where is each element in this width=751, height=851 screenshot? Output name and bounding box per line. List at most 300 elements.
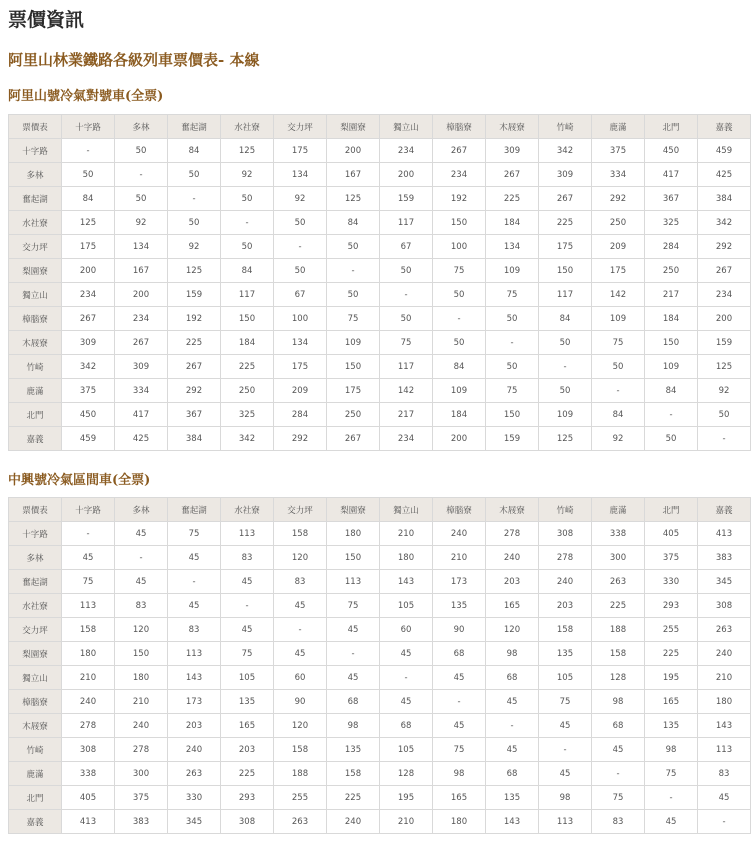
fare-cell: 293 xyxy=(221,786,274,810)
fare-cell: - xyxy=(486,714,539,738)
table-row xyxy=(9,259,751,283)
fare-cell: 117 xyxy=(380,211,433,235)
fare-cell: 45 xyxy=(486,738,539,762)
fare-cell: 203 xyxy=(168,714,221,738)
fare-cell: 325 xyxy=(221,403,274,427)
fare-cell: 234 xyxy=(115,307,168,331)
column-header: 木屐寮 xyxy=(486,115,539,139)
fare-cell: 278 xyxy=(539,546,592,570)
fare-cell: 292 xyxy=(168,379,221,403)
fare-cell: 450 xyxy=(645,139,698,163)
fare-cell: 75 xyxy=(592,786,645,810)
column-header: 十字路 xyxy=(62,115,115,139)
table-row xyxy=(9,762,751,786)
table-row xyxy=(9,618,751,642)
fare-cell: - xyxy=(327,642,380,666)
fare-cell: 217 xyxy=(380,403,433,427)
fare-cell: 159 xyxy=(168,283,221,307)
fare-cell: - xyxy=(592,762,645,786)
fare-cell: 167 xyxy=(115,259,168,283)
table-row xyxy=(9,139,751,163)
fare-cell: 240 xyxy=(486,546,539,570)
fare-cell: 292 xyxy=(274,427,327,451)
fare-cell: 175 xyxy=(274,355,327,379)
row-header: 十字路 xyxy=(9,522,62,546)
fare-cell: 292 xyxy=(592,187,645,211)
fare-cell: 83 xyxy=(698,762,751,786)
fare-cell: 375 xyxy=(62,379,115,403)
fare-cell: 225 xyxy=(539,211,592,235)
fare-cell: 250 xyxy=(221,379,274,403)
table-row xyxy=(9,403,751,427)
fare-cell: 135 xyxy=(645,714,698,738)
fare-cell: 75 xyxy=(327,307,380,331)
fare-cell: 60 xyxy=(274,666,327,690)
fare-cell: 45 xyxy=(221,570,274,594)
fare-cell: - xyxy=(433,690,486,714)
fare-cell: 135 xyxy=(539,642,592,666)
fare-table-chunghsing xyxy=(8,497,751,834)
fare-cell: 45 xyxy=(327,666,380,690)
fare-cell: 45 xyxy=(433,714,486,738)
fare-cell: 284 xyxy=(645,235,698,259)
page-title: 票價資訊 xyxy=(8,9,85,31)
fare-cell: 150 xyxy=(221,307,274,331)
fare-cell: 135 xyxy=(327,738,380,762)
fare-cell: 188 xyxy=(274,762,327,786)
table-row xyxy=(9,570,751,594)
fare-table-alishan-express xyxy=(8,114,751,451)
fare-cell: 75 xyxy=(486,283,539,307)
table-row xyxy=(9,810,751,834)
fare-cell: 203 xyxy=(539,594,592,618)
fare-cell: 125 xyxy=(539,427,592,451)
fare-cell: 135 xyxy=(221,690,274,714)
fare-cell: 50 xyxy=(115,187,168,211)
fare-cell: 375 xyxy=(645,546,698,570)
table-row xyxy=(9,594,751,618)
fare-cell: 142 xyxy=(380,379,433,403)
fare-cell: 210 xyxy=(380,810,433,834)
fare-cell: 83 xyxy=(168,618,221,642)
fare-cell: 134 xyxy=(486,235,539,259)
fare-cell: 195 xyxy=(380,786,433,810)
fare-cell: 342 xyxy=(698,211,751,235)
column-header: 樟腦寮 xyxy=(433,115,486,139)
fare-cell: 45 xyxy=(115,570,168,594)
fare-cell: 83 xyxy=(274,570,327,594)
fare-cell: 234 xyxy=(698,283,751,307)
fare-cell: 425 xyxy=(115,427,168,451)
fare-cell: 175 xyxy=(62,235,115,259)
fare-cell: 267 xyxy=(62,307,115,331)
fare-cell: 200 xyxy=(380,163,433,187)
fare-cell: - xyxy=(221,211,274,235)
column-header: 北門 xyxy=(645,498,698,522)
table-row xyxy=(9,211,751,235)
fare-cell: 342 xyxy=(539,139,592,163)
fare-cell: 84 xyxy=(168,139,221,163)
fare-cell: 267 xyxy=(115,331,168,355)
fare-cell: 180 xyxy=(327,522,380,546)
fare-cell: 167 xyxy=(327,163,380,187)
fare-cell: 117 xyxy=(539,283,592,307)
fare-cell: 175 xyxy=(539,235,592,259)
fare-cell: 50 xyxy=(221,187,274,211)
row-header: 奮起湖 xyxy=(9,187,62,211)
fare-cell: 109 xyxy=(645,355,698,379)
fare-cell: 345 xyxy=(168,810,221,834)
fare-cell: 150 xyxy=(486,403,539,427)
fare-cell: 143 xyxy=(380,570,433,594)
fare-cell: - xyxy=(645,403,698,427)
fare-cell: 367 xyxy=(645,187,698,211)
fare-cell: 405 xyxy=(645,522,698,546)
fare-cell: 45 xyxy=(486,690,539,714)
row-header: 多林 xyxy=(9,163,62,187)
row-header: 奮起湖 xyxy=(9,570,62,594)
fare-cell: 120 xyxy=(486,618,539,642)
fare-cell: 84 xyxy=(433,355,486,379)
fare-cell: 267 xyxy=(327,427,380,451)
fare-cell: 92 xyxy=(698,379,751,403)
fare-cell: 83 xyxy=(592,810,645,834)
fare-cell: 184 xyxy=(645,307,698,331)
fare-cell: 143 xyxy=(168,666,221,690)
fare-cell: 98 xyxy=(645,738,698,762)
fare-cell: 308 xyxy=(539,522,592,546)
fare-cell: 50 xyxy=(168,211,221,235)
fare-cell: 45 xyxy=(698,786,751,810)
fare-cell: 210 xyxy=(62,666,115,690)
column-header: 水社寮 xyxy=(221,498,274,522)
fare-cell: 278 xyxy=(62,714,115,738)
fare-cell: 308 xyxy=(62,738,115,762)
table-row xyxy=(9,642,751,666)
fare-cell: 113 xyxy=(168,642,221,666)
fare-cell: 45 xyxy=(380,690,433,714)
fare-cell: 165 xyxy=(221,714,274,738)
fare-cell: 68 xyxy=(486,762,539,786)
fare-cell: 50 xyxy=(327,235,380,259)
fare-cell: 240 xyxy=(539,570,592,594)
table-row xyxy=(9,690,751,714)
fare-cell: 98 xyxy=(433,762,486,786)
fare-cell: 325 xyxy=(645,211,698,235)
fare-cell: - xyxy=(274,235,327,259)
fare-cell: 105 xyxy=(221,666,274,690)
fare-cell: 45 xyxy=(115,522,168,546)
fare-cell: 50 xyxy=(274,211,327,235)
row-header: 水社寮 xyxy=(9,211,62,235)
fare-cell: - xyxy=(486,331,539,355)
fare-cell: 105 xyxy=(380,594,433,618)
column-header: 鹿滿 xyxy=(592,115,645,139)
fare-cell: 234 xyxy=(62,283,115,307)
fare-cell: 109 xyxy=(327,331,380,355)
fare-cell: 50 xyxy=(433,283,486,307)
fare-cell: 200 xyxy=(62,259,115,283)
fare-cell: 158 xyxy=(539,618,592,642)
fare-cell: 250 xyxy=(592,211,645,235)
fare-cell: 209 xyxy=(592,235,645,259)
fare-cell: 263 xyxy=(592,570,645,594)
column-header: 獨立山 xyxy=(380,498,433,522)
fare-cell: 75 xyxy=(645,762,698,786)
fare-cell: 50 xyxy=(62,163,115,187)
fare-cell: 100 xyxy=(274,307,327,331)
row-header: 水社寮 xyxy=(9,594,62,618)
fare-cell: 240 xyxy=(327,810,380,834)
fare-cell: 75 xyxy=(327,594,380,618)
fare-cell: 45 xyxy=(62,546,115,570)
fare-cell: - xyxy=(380,283,433,307)
fare-cell: 92 xyxy=(168,235,221,259)
fare-cell: 210 xyxy=(115,690,168,714)
fare-cell: 345 xyxy=(698,570,751,594)
row-header: 木屐寮 xyxy=(9,714,62,738)
table-row xyxy=(9,522,751,546)
fare-cell: 92 xyxy=(115,211,168,235)
fare-cell: 113 xyxy=(221,522,274,546)
fare-cell: 225 xyxy=(221,355,274,379)
fare-cell: 50 xyxy=(433,331,486,355)
fare-cell: 50 xyxy=(592,355,645,379)
fare-cell: 113 xyxy=(327,570,380,594)
column-header: 獨立山 xyxy=(380,115,433,139)
fare-cell: 180 xyxy=(433,810,486,834)
fare-cell: 450 xyxy=(62,403,115,427)
fare-cell: 342 xyxy=(62,355,115,379)
fare-cell: 84 xyxy=(62,187,115,211)
fare-cell: 334 xyxy=(592,163,645,187)
fare-cell: 240 xyxy=(698,642,751,666)
fare-cell: 68 xyxy=(592,714,645,738)
fare-cell: 125 xyxy=(62,211,115,235)
fare-cell: 267 xyxy=(486,163,539,187)
fare-cell: 50 xyxy=(539,331,592,355)
fare-cell: 75 xyxy=(486,379,539,403)
fare-cell: 45 xyxy=(274,594,327,618)
fare-cell: 165 xyxy=(645,690,698,714)
fare-cell: - xyxy=(645,786,698,810)
fare-cell: 383 xyxy=(698,546,751,570)
table-row xyxy=(9,331,751,355)
table-row xyxy=(9,235,751,259)
fare-cell: 309 xyxy=(486,139,539,163)
fare-cell: 225 xyxy=(221,762,274,786)
fare-cell: 413 xyxy=(698,522,751,546)
column-header: 木屐寮 xyxy=(486,498,539,522)
fare-cell: 180 xyxy=(115,666,168,690)
fare-cell: 98 xyxy=(539,786,592,810)
column-header: 梨園寮 xyxy=(327,498,380,522)
fare-cell: - xyxy=(592,379,645,403)
table-corner-label: 票價表 xyxy=(9,498,62,522)
fare-cell: 45 xyxy=(645,810,698,834)
fare-cell: 75 xyxy=(221,642,274,666)
fare-cell: 195 xyxy=(645,666,698,690)
fare-cell: 50 xyxy=(274,259,327,283)
fare-cell: 203 xyxy=(221,738,274,762)
row-header: 嘉義 xyxy=(9,427,62,451)
fare-cell: 50 xyxy=(645,427,698,451)
fare-cell: 83 xyxy=(221,546,274,570)
fare-cell: 165 xyxy=(486,594,539,618)
fare-cell: 113 xyxy=(539,810,592,834)
column-header: 水社寮 xyxy=(221,115,274,139)
fare-cell: 384 xyxy=(698,187,751,211)
fare-cell: 263 xyxy=(274,810,327,834)
fare-cell: - xyxy=(698,427,751,451)
fare-cell: 375 xyxy=(115,786,168,810)
fare-cell: - xyxy=(221,594,274,618)
fare-cell: 234 xyxy=(433,163,486,187)
fare-cell: 98 xyxy=(592,690,645,714)
fare-cell: 175 xyxy=(327,379,380,403)
fare-cell: 267 xyxy=(433,139,486,163)
column-header: 竹崎 xyxy=(539,115,592,139)
fare-cell: 150 xyxy=(115,642,168,666)
column-header: 鹿滿 xyxy=(592,498,645,522)
fare-cell: 159 xyxy=(486,427,539,451)
fare-cell: 225 xyxy=(645,642,698,666)
fare-cell: 200 xyxy=(115,283,168,307)
page-subtitle: 阿里山林業鐵路各級列車票價表- 本線 xyxy=(8,51,260,69)
table-row xyxy=(9,163,751,187)
table-row xyxy=(9,738,751,762)
fare-cell: 180 xyxy=(380,546,433,570)
fare-cell: - xyxy=(539,355,592,379)
table-row xyxy=(9,355,751,379)
table-row xyxy=(9,786,751,810)
fare-cell: 184 xyxy=(486,211,539,235)
fare-cell: 203 xyxy=(486,570,539,594)
fare-cell: 159 xyxy=(698,331,751,355)
fare-cell: 175 xyxy=(274,139,327,163)
fare-cell: 417 xyxy=(115,403,168,427)
column-header: 多林 xyxy=(115,498,168,522)
fare-cell: 45 xyxy=(539,714,592,738)
fare-cell: 158 xyxy=(62,618,115,642)
fare-cell: 267 xyxy=(168,355,221,379)
fare-cell: - xyxy=(115,546,168,570)
fare-cell: 84 xyxy=(221,259,274,283)
fare-cell: 240 xyxy=(433,522,486,546)
fare-cell: 113 xyxy=(698,738,751,762)
table-header-row xyxy=(9,115,751,139)
table-row xyxy=(9,307,751,331)
column-header: 交力坪 xyxy=(274,115,327,139)
fare-cell: 200 xyxy=(698,307,751,331)
fare-cell: - xyxy=(380,666,433,690)
fare-cell: 105 xyxy=(380,738,433,762)
fare-cell: 278 xyxy=(115,738,168,762)
table-row xyxy=(9,283,751,307)
column-header: 梨園寮 xyxy=(327,115,380,139)
fare-cell: 125 xyxy=(168,259,221,283)
fare-cell: 135 xyxy=(433,594,486,618)
fare-cell: 309 xyxy=(115,355,168,379)
fare-cell: 234 xyxy=(380,139,433,163)
fare-cell: 459 xyxy=(62,427,115,451)
table-row xyxy=(9,714,751,738)
fare-cell: 375 xyxy=(592,139,645,163)
fare-cell: 267 xyxy=(698,259,751,283)
fare-cell: 217 xyxy=(645,283,698,307)
row-header: 梨園寮 xyxy=(9,259,62,283)
fare-cell: 125 xyxy=(221,139,274,163)
fare-cell: 92 xyxy=(221,163,274,187)
fare-cell: 267 xyxy=(539,187,592,211)
fare-cell: 45 xyxy=(539,762,592,786)
fare-cell: 134 xyxy=(274,331,327,355)
fare-cell: 459 xyxy=(698,139,751,163)
fare-cell: 109 xyxy=(486,259,539,283)
fare-cell: 255 xyxy=(274,786,327,810)
table-row xyxy=(9,187,751,211)
fare-cell: - xyxy=(168,570,221,594)
column-header: 多林 xyxy=(115,115,168,139)
fare-cell: 92 xyxy=(592,427,645,451)
fare-cell: 150 xyxy=(645,331,698,355)
table-corner-label: 票價表 xyxy=(9,115,62,139)
column-header: 竹崎 xyxy=(539,498,592,522)
fare-cell: 180 xyxy=(698,690,751,714)
fare-cell: 50 xyxy=(539,379,592,403)
fare-cell: 50 xyxy=(486,355,539,379)
fare-cell: 90 xyxy=(274,690,327,714)
fare-cell: 75 xyxy=(168,522,221,546)
fare-cell: 113 xyxy=(62,594,115,618)
fare-cell: 309 xyxy=(62,331,115,355)
fare-cell: 184 xyxy=(433,403,486,427)
fare-cell: 384 xyxy=(168,427,221,451)
fare-cell: 165 xyxy=(433,786,486,810)
fare-cell: 210 xyxy=(698,666,751,690)
column-header: 嘉義 xyxy=(698,115,751,139)
fare-cell: 109 xyxy=(539,403,592,427)
fare-cell: 45 xyxy=(221,618,274,642)
fare-cell: - xyxy=(168,187,221,211)
fare-cell: 278 xyxy=(486,522,539,546)
fare-cell: 92 xyxy=(274,187,327,211)
fare-cell: 45 xyxy=(433,666,486,690)
fare-cell: 225 xyxy=(168,331,221,355)
fare-cell: 188 xyxy=(592,618,645,642)
row-header: 梨園寮 xyxy=(9,642,62,666)
fare-cell: 75 xyxy=(539,690,592,714)
fare-cell: 150 xyxy=(539,259,592,283)
fare-cell: 142 xyxy=(592,283,645,307)
fare-cell: 293 xyxy=(645,594,698,618)
fare-cell: 159 xyxy=(380,187,433,211)
column-header: 樟腦寮 xyxy=(433,498,486,522)
fare-cell: - xyxy=(115,163,168,187)
row-header: 北門 xyxy=(9,403,62,427)
fare-cell: 234 xyxy=(380,427,433,451)
fare-cell: 405 xyxy=(62,786,115,810)
fare-cell: 75 xyxy=(433,738,486,762)
fare-cell: 50 xyxy=(380,307,433,331)
fare-cell: 284 xyxy=(274,403,327,427)
fare-cell: 50 xyxy=(380,259,433,283)
fare-cell: 425 xyxy=(698,163,751,187)
fare-cell: 263 xyxy=(168,762,221,786)
fare-cell: 158 xyxy=(274,738,327,762)
fare-cell: 184 xyxy=(221,331,274,355)
fare-cell: - xyxy=(698,810,751,834)
